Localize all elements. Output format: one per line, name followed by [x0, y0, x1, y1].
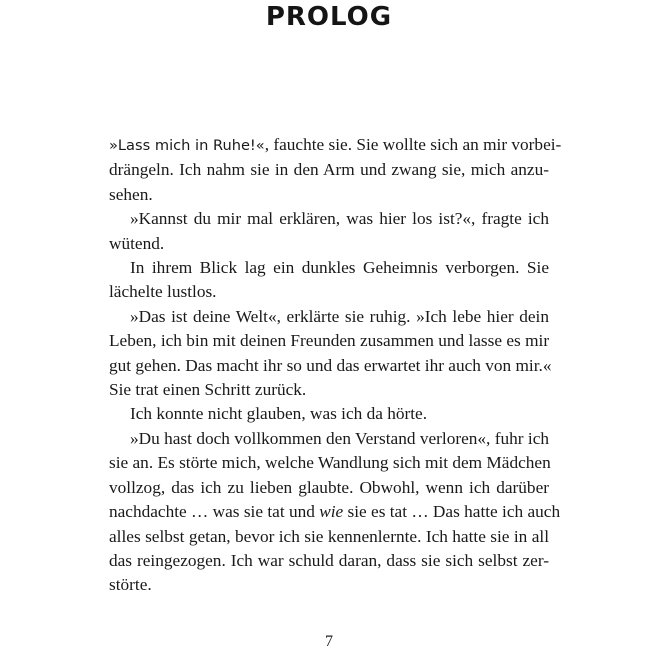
- text-line: sehen.: [109, 184, 153, 204]
- text-line: alles selbst getan, bevor ich sie kennenlernte. Ich hatte sie in all: [109, 526, 549, 546]
- text-line: sie an. Es störte mich, welche Wandlung sich mit dem Mädchen: [109, 453, 551, 473]
- text-line: störte.: [109, 575, 152, 595]
- text-line: vollzog, das ich zu lieben glaubte. Obwohl, wenn ich darüber: [109, 477, 549, 497]
- text-line: In ihrem Blick lag ein dunkles Geheimnis verborgen. Sie: [130, 258, 549, 278]
- chapter-title: PROLOG: [265, 2, 393, 32]
- page-number: 7: [325, 633, 333, 650]
- text-line: Sie trat einen Schritt zurück.: [109, 380, 307, 400]
- text-line: »Kannst du mir mal erklären, was hier los ist?«, fragte ich: [130, 209, 549, 229]
- line-text: sie es tat … Das hatte ich auch: [343, 502, 561, 522]
- text-line: lächelte lustlos.: [109, 282, 217, 302]
- emphasized-word: wie: [319, 502, 344, 522]
- text-line: drängeln. Ich nahm sie in den Arm und zwang sie, mich anzu-: [109, 160, 549, 180]
- body-text: [109, 133, 562, 598]
- text-line: Leben, ich bin mit deinen Freunden zusammen und lasse es mir: [109, 331, 550, 351]
- text-line: [109, 500, 561, 524]
- text-line: »Das ist deine Welt«, erklärte sie ruhig. »Ich lebe hier dein: [130, 306, 549, 326]
- opening-words: »Lass mich in Ruhe!«: [109, 137, 265, 154]
- line-text: nachdachte … was sie tat und: [109, 502, 320, 522]
- line-text: , fauchte sie. Sie wollte sich an mir vorbei-: [264, 135, 562, 154]
- text-line: gut gehen. Das macht ihr so und das erwartet ihr auch von mir.«: [109, 355, 552, 375]
- text-line: [109, 133, 562, 158]
- text-line: Ich konnte nicht glauben, was ich da hörte.: [130, 404, 428, 424]
- text-line: »Du hast doch vollkommen den Verstand verloren«, fuhr ich: [130, 428, 549, 448]
- text-line: das reingezogen. Ich war schuld daran, dass sie sich selbst zer-: [109, 550, 549, 570]
- text-line: wütend.: [109, 233, 165, 253]
